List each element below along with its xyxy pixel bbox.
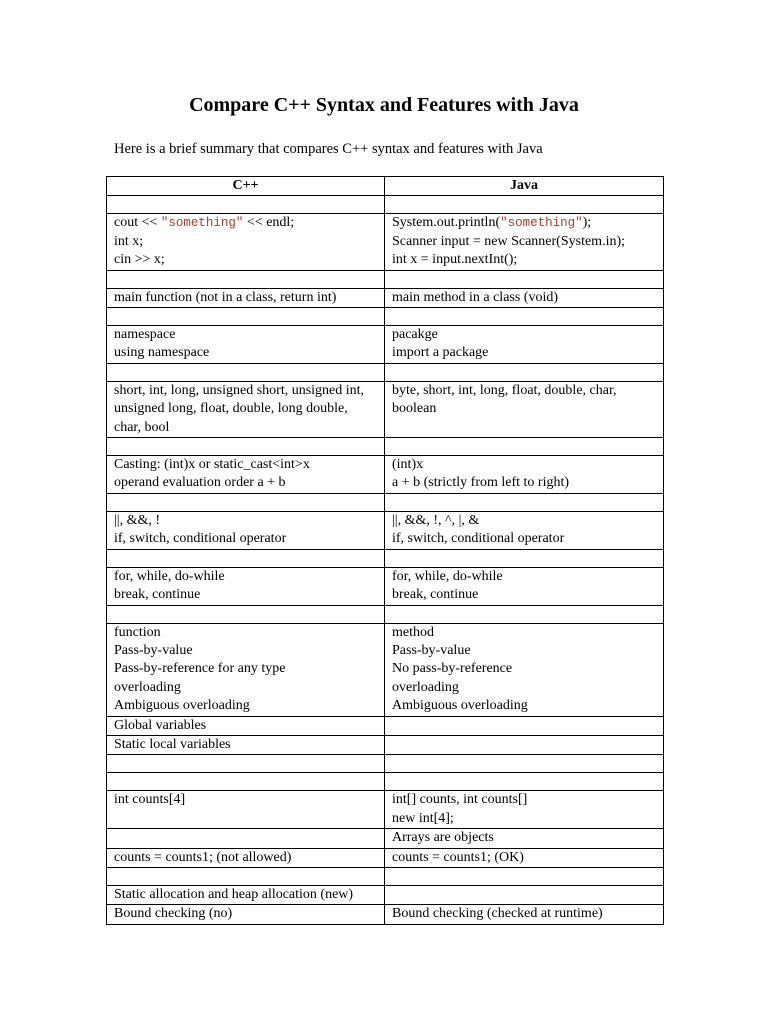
cell-line: Global variables <box>114 717 207 733</box>
table-row <box>107 196 664 214</box>
cell-line: No pass-by-reference <box>392 661 513 677</box>
cell-cpp <box>107 363 385 381</box>
cell-line: counts = counts1; (OK) <box>392 849 524 865</box>
table-row <box>107 438 664 456</box>
cell-java <box>385 308 664 326</box>
cell-java <box>385 623 664 716</box>
table-row <box>107 735 664 754</box>
cell-line: for, while, do-while <box>114 568 225 584</box>
cell-cpp <box>107 288 385 307</box>
cell-line: Pass-by-value <box>114 642 193 658</box>
table-row <box>107 363 664 381</box>
cell-java <box>385 791 664 829</box>
cell-cpp <box>107 308 385 326</box>
table-row <box>107 829 664 848</box>
cell-cpp <box>107 511 385 549</box>
table-row <box>107 381 664 437</box>
cell-line: Pass-by-reference for any type <box>114 661 286 677</box>
table-row <box>107 214 664 270</box>
cell-java <box>385 381 664 437</box>
cell-line: namespace <box>114 327 176 343</box>
cell-line: cout << "something" << endl; <box>114 215 295 231</box>
cell-cpp <box>107 623 385 716</box>
table-row <box>107 567 664 605</box>
table-row <box>107 456 664 494</box>
cell-cpp <box>107 905 385 924</box>
cell-line: int x; <box>114 233 144 249</box>
cell-line: Ambiguous overloading <box>114 698 250 714</box>
table-row <box>107 308 664 326</box>
table-row <box>107 848 664 867</box>
table-row <box>107 773 664 791</box>
cell-cpp <box>107 456 385 494</box>
cell-java <box>385 196 664 214</box>
cell-java <box>385 493 664 511</box>
cell-java <box>385 773 664 791</box>
cell-line: operand evaluation order a + b <box>114 475 286 491</box>
table-row <box>107 623 664 716</box>
cell-cpp <box>107 755 385 773</box>
cell-java <box>385 456 664 494</box>
cell-java <box>385 755 664 773</box>
cell-line: if, switch, conditional operator <box>114 531 287 547</box>
cell-java <box>385 326 664 364</box>
cell-line: import a package <box>392 345 489 361</box>
cell-line: int counts[4] <box>114 792 186 808</box>
cell-line: short, int, long, unsigned short, unsigned int, unsigned long, float, double, long double, char, bool <box>114 382 365 435</box>
cell-line: overloading <box>114 679 181 695</box>
cell-java <box>385 511 664 549</box>
table-row <box>107 755 664 773</box>
table-row <box>107 716 664 735</box>
cell-line: main function (not in a class, return int) <box>114 289 337 305</box>
cell-cpp <box>107 885 385 904</box>
cell-java <box>385 735 664 754</box>
cell-cpp <box>107 848 385 867</box>
cell-line: overloading <box>392 679 459 695</box>
cell-java <box>385 848 664 867</box>
header-java: Java <box>385 177 664 196</box>
cell-line: break, continue <box>392 587 479 603</box>
table-row <box>107 511 664 549</box>
cell-cpp <box>107 829 385 848</box>
cell-cpp <box>107 605 385 623</box>
cell-line: using namespace <box>114 345 210 361</box>
page-title: Compare C++ Syntax and Features with Java <box>189 94 579 116</box>
cell-line: if, switch, conditional operator <box>392 531 565 547</box>
cell-cpp <box>107 773 385 791</box>
cell-line: new int[4]; <box>392 810 454 826</box>
cell-cpp <box>107 493 385 511</box>
cell-java <box>385 214 664 270</box>
cell-line: Bound checking (no) <box>114 906 233 922</box>
table-header-row <box>107 177 664 196</box>
cell-line: a + b (strictly from left to right) <box>392 475 570 491</box>
cell-java <box>385 829 664 848</box>
table-row <box>107 885 664 904</box>
cell-cpp <box>107 214 385 270</box>
cell-cpp <box>107 196 385 214</box>
cell-cpp <box>107 567 385 605</box>
cell-line: break, continue <box>114 587 201 603</box>
comparison-table <box>106 176 664 925</box>
cell-line: Bound checking (checked at runtime) <box>392 906 603 922</box>
cell-java <box>385 288 664 307</box>
cell-line: main method in a class (void) <box>392 289 559 305</box>
cell-line: ||, &&, !, ^, |, & <box>392 512 480 528</box>
intro-text: Here is a brief summary that compares C++ syntax and features with Java <box>114 141 543 157</box>
table-row <box>107 270 664 288</box>
table-body <box>107 196 664 924</box>
cell-cpp <box>107 867 385 885</box>
cell-java <box>385 605 664 623</box>
cell-line: int x = input.nextInt(); <box>392 252 518 268</box>
cell-cpp <box>107 270 385 288</box>
cell-line: Ambiguous overloading <box>392 698 528 714</box>
cell-line: cin >> x; <box>114 252 165 268</box>
cell-line: System.out.println("something"); <box>392 215 592 231</box>
cell-cpp <box>107 549 385 567</box>
cell-line: ||, &&, ! <box>114 512 161 528</box>
cell-line: method <box>392 624 434 640</box>
cell-line: int[] counts, int counts[] <box>392 792 528 808</box>
cell-line: Static allocation and heap allocation (new) <box>114 886 354 902</box>
cell-cpp <box>107 438 385 456</box>
cell-cpp <box>107 326 385 364</box>
cell-line: Scanner input = new Scanner(System.in); <box>392 233 626 249</box>
cell-line: Static local variables <box>114 736 231 752</box>
cell-line: Arrays are objects <box>392 830 494 846</box>
cell-java <box>385 905 664 924</box>
cell-line: counts = counts1; (not allowed) <box>114 849 292 865</box>
cell-cpp <box>107 735 385 754</box>
cell-line: Pass-by-value <box>392 642 471 658</box>
table-row <box>107 905 664 924</box>
cell-line: pacakge <box>392 327 438 343</box>
cell-line: Casting: (int)x or static_cast<int>x <box>114 457 310 473</box>
header-cpp: C++ <box>107 177 385 196</box>
cell-java <box>385 438 664 456</box>
cell-java <box>385 567 664 605</box>
cell-java <box>385 270 664 288</box>
cell-java <box>385 716 664 735</box>
table-row <box>107 288 664 307</box>
table-row <box>107 549 664 567</box>
cell-java <box>385 363 664 381</box>
table-row <box>107 867 664 885</box>
cell-java <box>385 885 664 904</box>
cell-cpp <box>107 791 385 829</box>
cell-line: (int)x <box>392 457 424 473</box>
cell-line: function <box>114 624 161 640</box>
cell-cpp <box>107 381 385 437</box>
cell-line: for, while, do-while <box>392 568 503 584</box>
cell-java <box>385 549 664 567</box>
cell-cpp <box>107 716 385 735</box>
table-row <box>107 791 664 829</box>
cell-line: byte, short, int, long, float, double, char, boolean <box>392 382 617 417</box>
table-row <box>107 605 664 623</box>
cell-java <box>385 867 664 885</box>
table-row <box>107 326 664 364</box>
table-row <box>107 493 664 511</box>
